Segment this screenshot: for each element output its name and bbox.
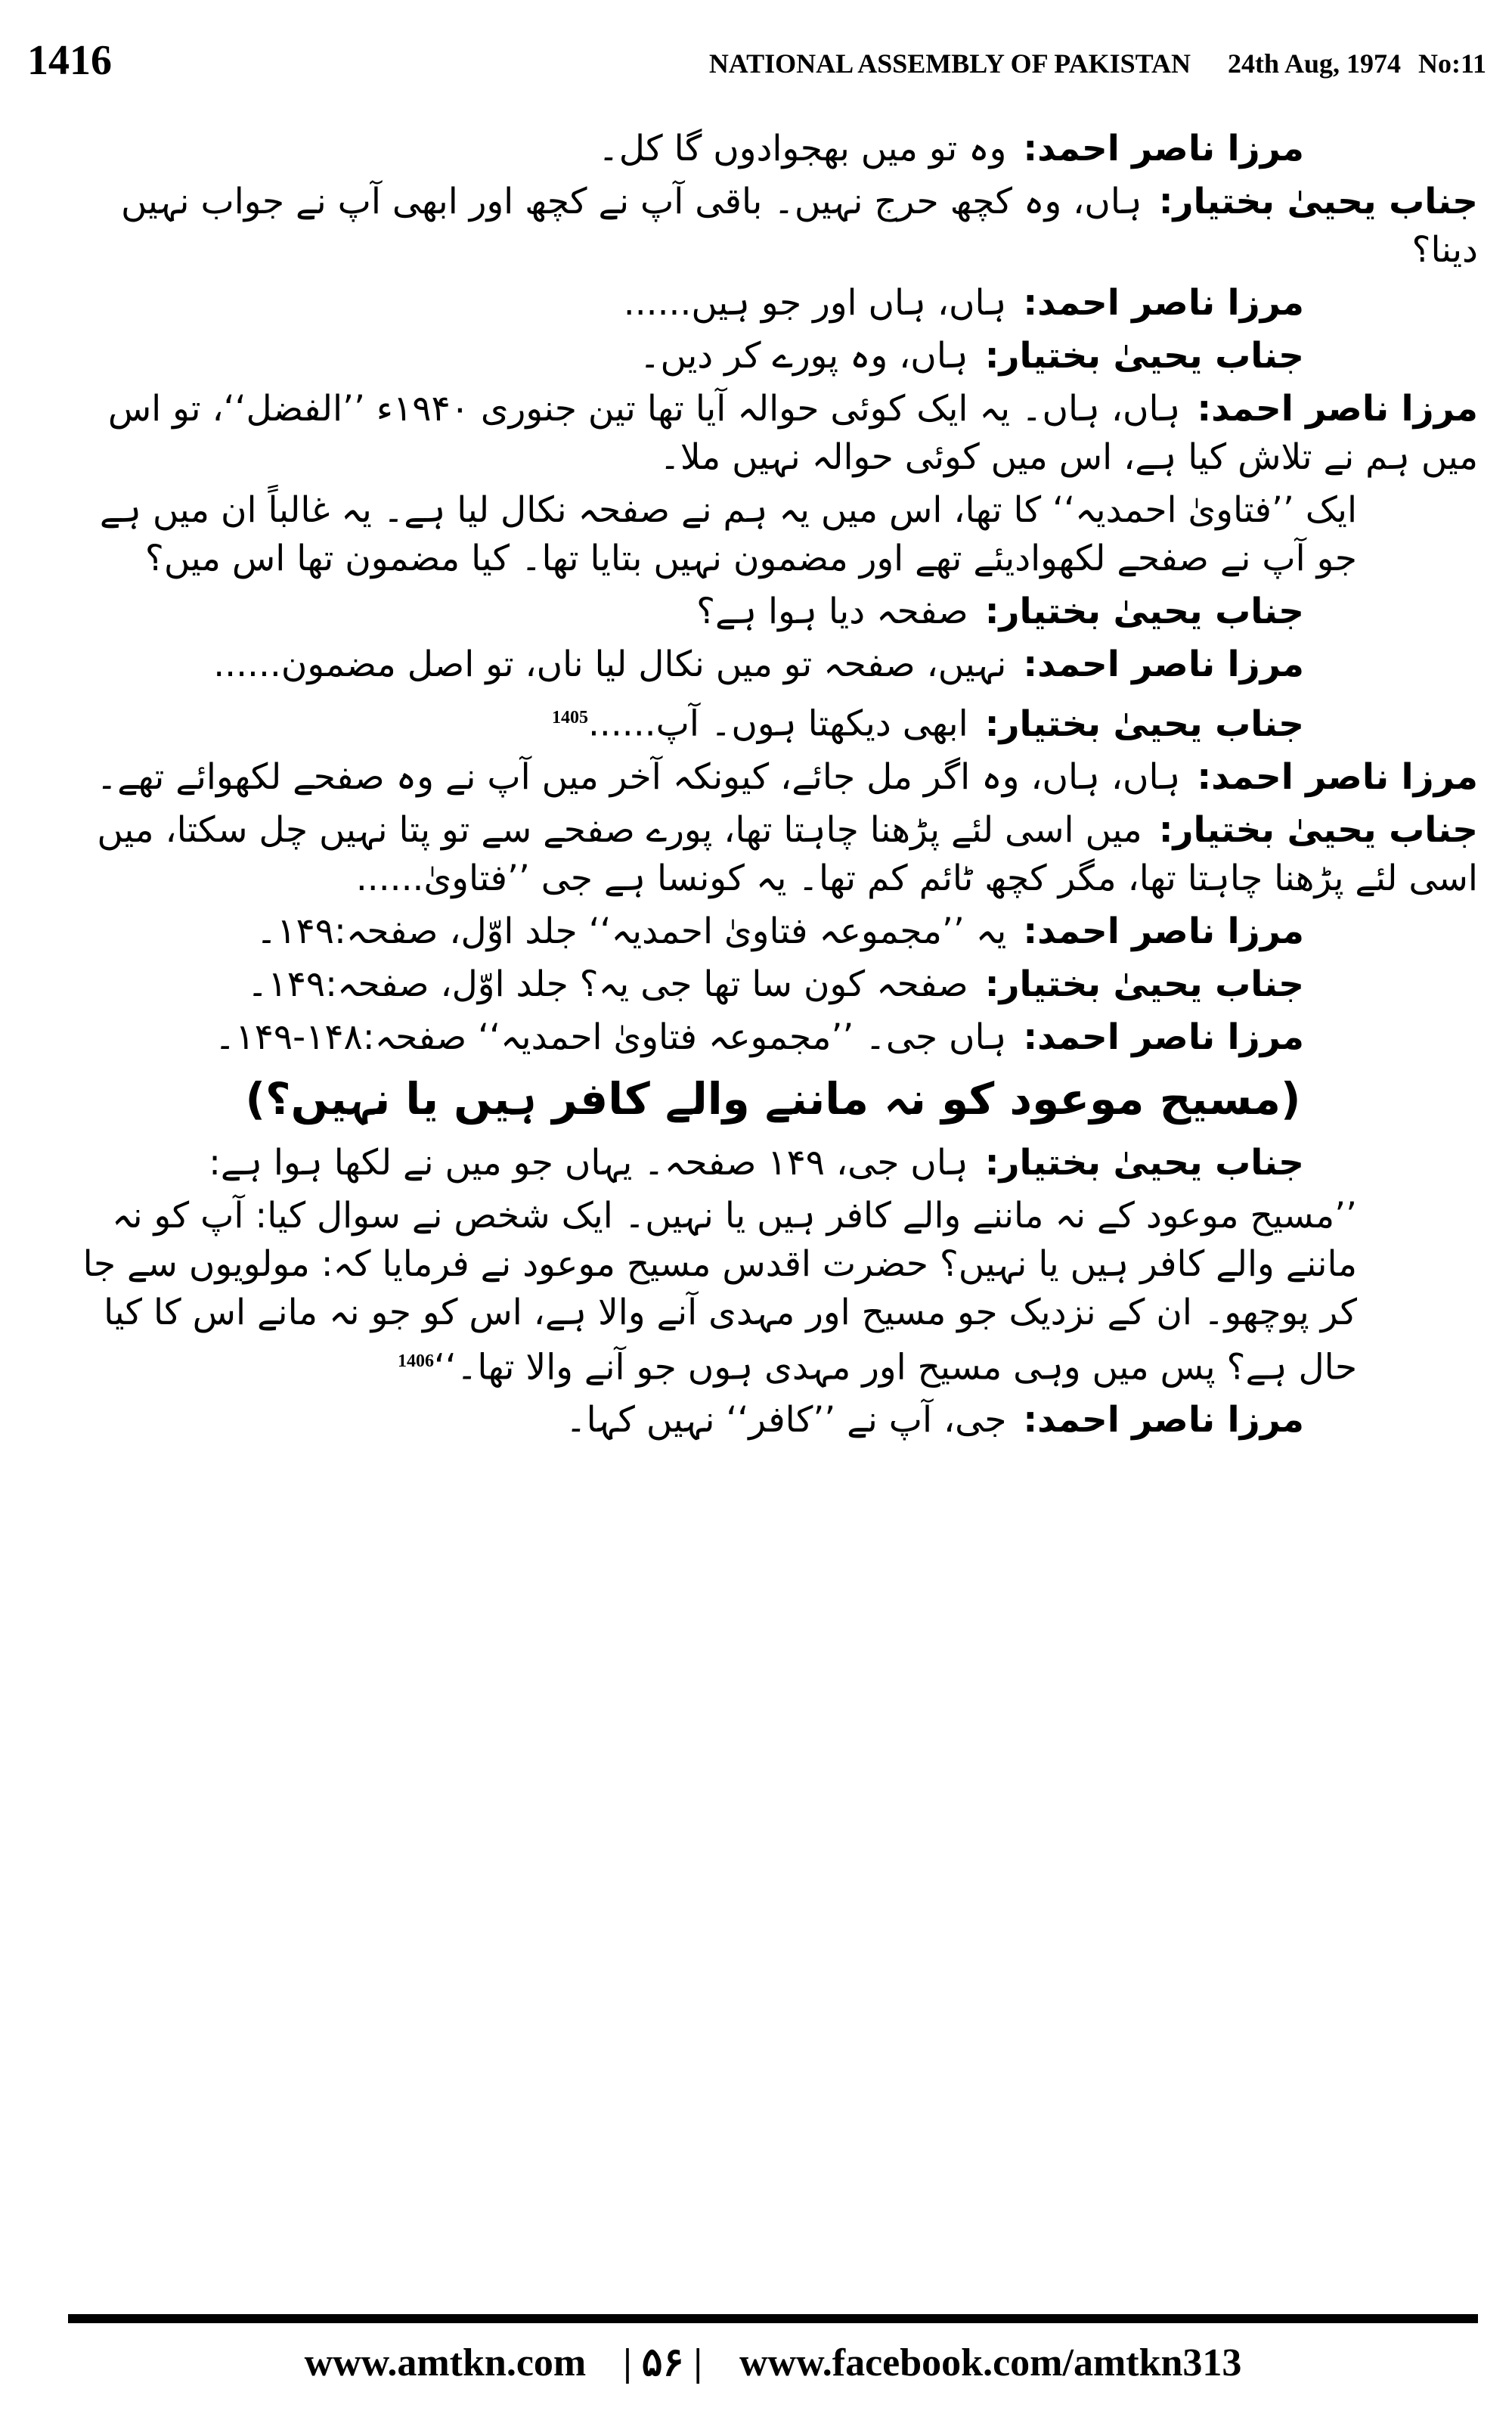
footnote-marker: 1406 [397,1351,434,1371]
dialogue-text: ایک ’’فتاویٰ احمدیہ‘‘ کا تھا، اس میں یہ ہم نے صفحہ نکال لیا ہے۔ یہ غالباً ان میں ہے جو آپ نے صفحے لکھوادیئے تھے اور مضمون نہیں بتایا تھا۔ کیا مضمون تھا اس میں؟ [99,489,1357,579]
speaker-name: مرزا ناصر احمد: [1023,1399,1304,1441]
dialogue-paragraph [68,332,1478,380]
header-title: NATIONAL ASSEMBLY OF PAKISTAN [708,48,1191,79]
dialogue-text: جی، آپ نے ’’کافر‘‘ نہیں کہا۔ [565,1399,1007,1441]
dialogue-paragraph [68,693,1478,749]
header-issue: No:11 [1418,48,1486,79]
speaker-name: مرزا ناصر احمد: [1197,755,1478,798]
page-header [27,30,1486,91]
dialogue-text: ہاں، وہ پورے کر دیں۔ [639,335,968,377]
page-footer [68,2329,1478,2397]
speaker-name: مرزا ناصر احمد: [1023,910,1304,952]
dialogue-text: ہاں، ہاں اور جو ہیں...... [623,282,1007,324]
dialogue-text: ہاں جی، ۱۴۹ صفحہ۔ یہاں جو میں نے لکھا ہوا ہے: [209,1141,968,1184]
speaker-name: جناب یحییٰ بختیار: [984,1141,1304,1184]
dialogue-paragraph [68,1192,1478,1392]
dialogue-text: ہاں، ہاں۔ یہ ایک کوئی حوالہ آیا تھا تین جنوری ۱۹۴۰ء ’’الفضل‘‘، تو اس میں ہم نے تلاش کیا ہے، اس میں کوئی حوالہ نہیں ملا۔ [107,388,1478,478]
speaker-name: مرزا ناصر احمد: [1023,128,1304,169]
running-head [679,36,1486,91]
dialogue-paragraph [68,1139,1478,1187]
dialogue-section-2 [68,1139,1478,1445]
dialogue-text: صفحہ دیا ہوا ہے؟ [696,591,968,632]
speaker-name: جناب یحییٰ بختیار: [1158,808,1478,851]
dialogue-text: میں اسی لئے پڑھنا چاہتا تھا، پورے صفحے سے تو پتا نہیں چل سکتا، میں اسی لئے پڑھنا چاہتا تھا، مگر کچھ ٹائم کم تھا۔ یہ کونسا ہے جی ’’فتاویٰ...... [97,808,1478,899]
speaker-name: مرزا ناصر احمد: [1197,388,1478,430]
dialogue-paragraph [68,753,1478,802]
dialogue-text: ابھی دیکھتا ہوں۔ آپ...... [587,703,968,745]
dialogue-section-1 [68,125,1478,1062]
dialogue-paragraph [68,806,1478,903]
speaker-name: مرزا ناصر احمد: [1023,644,1304,685]
speaker-name: جناب یحییٰ بختیار: [984,703,1304,745]
dialogue-paragraph [68,960,1478,1009]
dialogue-paragraph [68,178,1478,275]
dialogue-paragraph [68,125,1478,173]
speaker-name: مرزا ناصر احمد: [1023,1016,1304,1058]
dialogue-text: ہاں، ہاں، وہ اگر مل جائے، کیونکہ آخر میں آپ نے وہ صفحے لکھوائے تھے۔ [96,755,1181,798]
speaker-name: جناب یحییٰ بختیار: [1158,181,1478,222]
footer-rule [68,2314,1478,2323]
dialogue-paragraph [68,486,1478,583]
speaker-name: مرزا ناصر احمد: [1023,282,1304,324]
dialogue-paragraph [68,279,1478,327]
footnote-marker: 1405 [551,708,588,728]
dialogue-text: صفحہ کون سا تھا جی یہ؟ جلد اوّل، صفحہ:۱۴۹۔ [246,963,968,1005]
dialogue-paragraph [68,588,1478,636]
dialogue-text: نہیں، صفحہ تو میں نکال لیا ناں، تو اصل مضمون...... [213,644,1007,685]
dialogue-paragraph [68,1396,1478,1444]
dialogue-paragraph [68,908,1478,956]
dialogue-paragraph [68,1013,1478,1062]
section-heading: (مسیح موعود کو نہ ماننے والے کافر ہیں یا نہیں؟) [245,1072,1301,1125]
footer-site-link[interactable]: www.amtkn.com [304,2341,587,2384]
header-date: 24th Aug, 1974 [1227,48,1401,79]
document-body [68,125,1478,2318]
dialogue-text: ہاں، وہ کچھ حرج نہیں۔ باقی آپ نے کچھ اور ابھی آپ نے جواب نہیں دینا؟ [120,181,1478,271]
dialogue-text: ’’مسیح موعود کے نہ ماننے والے کافر ہیں یا نہیں۔ ایک شخص نے سوال کیا: آپ کو نہ ماننے والے کافر ہیں یا نہیں؟ حضرت اقدس مسیح موعود نے فرمایا کہ: مولویوں سے جا کر پوچھو۔ ان کے نزدیک جو مسیح اور مہدی آنے والا ہے، اس کو جو نہ مانے اس کا کیا حال ہے؟ پس میں وہی مسیح اور مہدی ہوں جو آنے والا تھا۔‘‘ [82,1194,1357,1388]
page-number: 1416 [27,37,112,84]
speaker-name: جناب یحییٰ بختیار: [984,963,1304,1005]
dialogue-text: یہ ’’مجموعہ فتاویٰ احمدیہ‘‘ جلد اوّل، صفحہ:۱۴۹۔ [256,910,1007,952]
footer-facebook-link[interactable]: www.facebook.com/amtkn313 [739,2341,1242,2384]
speaker-name: جناب یحییٰ بختیار: [984,335,1304,377]
dialogue-paragraph [68,385,1478,482]
dialogue-text: ہاں جی۔ ’’مجموعہ فتاویٰ احمدیہ‘‘ صفحہ:۱۴۸-۱۴۹۔ [214,1016,1007,1058]
speaker-name: جناب یحییٰ بختیار: [984,591,1304,632]
dialogue-paragraph [68,641,1478,689]
dialogue-text: وہ تو میں بھجوادوں گا کل۔ [598,128,1007,169]
footer-page-number: | ۵۶ | [623,2341,702,2384]
